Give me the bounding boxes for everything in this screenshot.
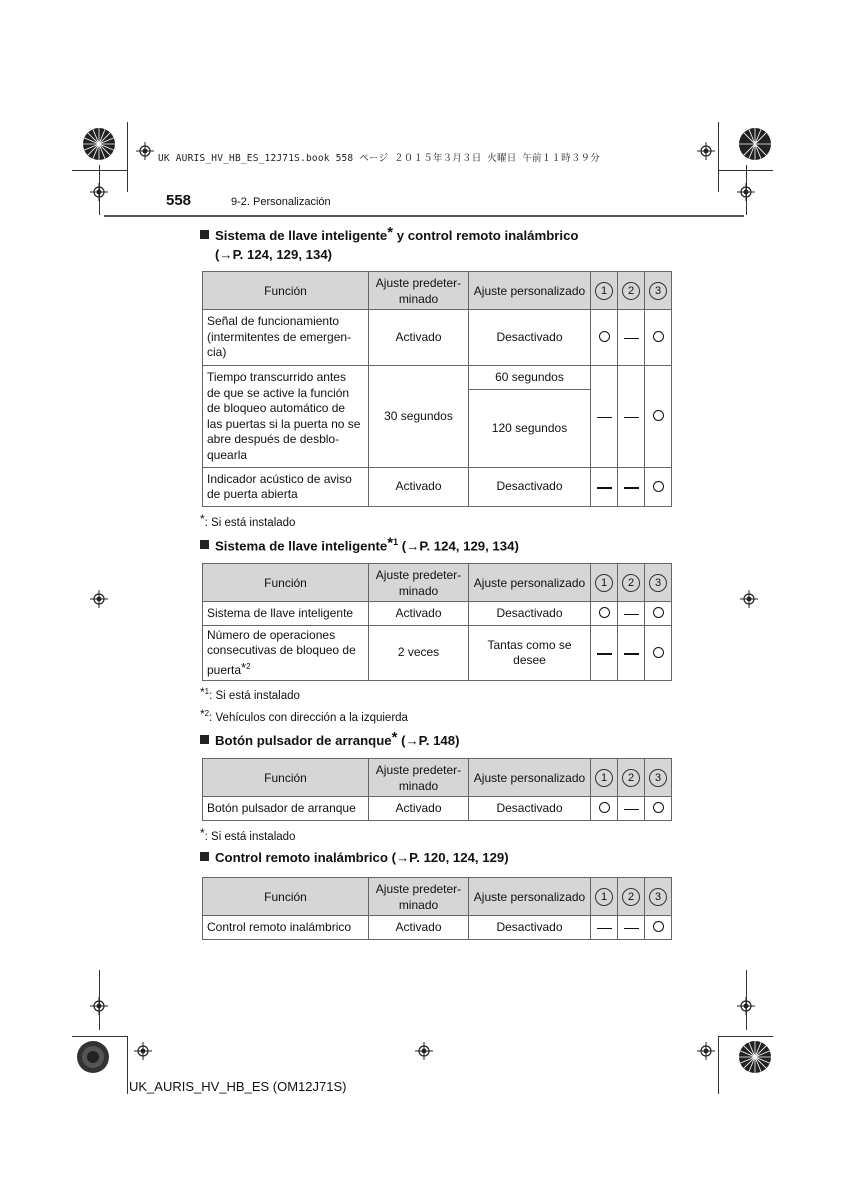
bullet-square-icon (200, 852, 209, 861)
print-slug: UK AURIS_HV_HB_ES_12J71S.book 558 ページ ２０１５年３月３日 火曜日 午前１１時３９分 (158, 153, 600, 164)
column-header: Ajuste predeter- minado (369, 272, 469, 310)
column-header (645, 878, 672, 916)
table-row (203, 468, 672, 507)
number-2-icon: 2 (622, 574, 640, 592)
default-cell: Activado (369, 602, 469, 626)
registration-rosette-icon (76, 1040, 110, 1074)
mark-off-icon (618, 310, 645, 366)
column-header: Función (203, 759, 369, 797)
custom-cell: Desactivado (469, 468, 591, 507)
function-cell: Tiempo transcurrido antes de que se active la función de bloqueo automático de las puertas si la puerta no se abre después de desblo- quearla (203, 366, 369, 468)
custom-cell: Desactivado (469, 916, 591, 940)
column-header: Ajuste predeter- minado (369, 564, 469, 602)
mark-off-icon (591, 468, 618, 507)
column-header (618, 272, 645, 310)
header-rule (104, 215, 744, 217)
mark-off-icon (618, 602, 645, 626)
function-cell: Señal de funcionamiento (intermitentes de emergen- cia) (203, 310, 369, 366)
mark-on-icon (645, 602, 672, 626)
page-number: 558 (166, 192, 192, 209)
mark-on-icon (591, 797, 618, 821)
footnote: *$^1$: Si está instalado (200, 685, 300, 702)
registration-rosette-icon (738, 127, 772, 161)
table-row (203, 626, 672, 681)
default-cell: Activado (369, 310, 469, 366)
table-row (203, 310, 672, 366)
number-1-icon: 1 (595, 282, 613, 300)
default-cell: Activado (369, 916, 469, 940)
default-cell: Activado (369, 468, 469, 507)
default-cell: 2 veces (369, 626, 469, 681)
registration-crosshair-icon (415, 1042, 433, 1060)
mark-off-icon (618, 626, 645, 681)
table-row (203, 602, 672, 626)
settings-table (202, 563, 672, 681)
running-head: 9-2. Personalización (231, 196, 331, 208)
settings-table (202, 271, 672, 507)
number-2-icon: 2 (622, 282, 640, 300)
table-row (203, 916, 672, 940)
table-row (203, 366, 672, 390)
column-header (591, 759, 618, 797)
function-cell: Indicador acústico de aviso de puerta abierta (203, 468, 369, 507)
custom-option-cell: 60 segundos (469, 366, 591, 390)
column-header (591, 564, 618, 602)
registration-rosette-icon (738, 1040, 772, 1074)
number-3-icon: 3 (649, 888, 667, 906)
number-1-icon: 1 (595, 888, 613, 906)
custom-cell: Desactivado (469, 797, 591, 821)
column-header: Ajuste personalizado (469, 564, 591, 602)
bullet-square-icon (200, 230, 209, 239)
mark-on-icon (591, 602, 618, 626)
mark-off-icon (591, 366, 618, 468)
column-header: Ajuste personalizado (469, 272, 591, 310)
document-code-footer: UK_AURIS_HV_HB_ES (OM12J71S) (129, 1079, 347, 1094)
mark-on-icon (645, 916, 672, 940)
column-header: Función (203, 272, 369, 310)
number-1-icon: 1 (595, 769, 613, 787)
footnote: *$^2$: Vehículos con dirección a la izquierda (200, 707, 408, 724)
number-2-icon: 2 (622, 769, 640, 787)
column-header (645, 272, 672, 310)
mark-on-icon (645, 366, 672, 468)
number-3-icon: 3 (649, 769, 667, 787)
registration-crosshair-icon (90, 590, 108, 608)
section-title: Control remoto inalámbrico (→P. 120, 124, 129) (200, 848, 509, 867)
default-cell: 30 segundos (369, 366, 469, 468)
registration-crosshair-icon (134, 1042, 152, 1060)
footnote: *: Si está instalado (200, 826, 296, 843)
function-cell: Control remoto inalámbrico (203, 916, 369, 940)
registration-crosshair-icon (740, 590, 758, 608)
column-header (645, 564, 672, 602)
mark-off-icon (618, 797, 645, 821)
function-cell: Número de operaciones consecutivas de bloqueo de puerta*$^2$ (203, 626, 369, 681)
column-header: Ajuste personalizado (469, 759, 591, 797)
registration-crosshair-icon (737, 183, 755, 201)
column-header (591, 272, 618, 310)
column-header: Función (203, 878, 369, 916)
mark-off-icon (618, 468, 645, 507)
column-header (618, 878, 645, 916)
footnote: *: Si está instalado (200, 512, 296, 529)
mark-on-icon (645, 468, 672, 507)
custom-cell: Tantas como se desee (469, 626, 591, 681)
column-header (618, 759, 645, 797)
settings-table (202, 877, 672, 940)
default-cell: Activado (369, 797, 469, 821)
column-header: Función (203, 564, 369, 602)
number-1-icon: 1 (595, 574, 613, 592)
section-title: Sistema de llave inteligente*$^1$ (→P. 124, 129, 134) (200, 533, 519, 555)
registration-crosshair-icon (90, 183, 108, 201)
function-cell: Sistema de llave inteligente (203, 602, 369, 626)
registration-crosshair-icon (697, 1042, 715, 1060)
custom-cell: Desactivado (469, 310, 591, 366)
table-row (203, 797, 672, 821)
mark-on-icon (645, 626, 672, 681)
registration-rosette-icon (82, 127, 116, 161)
column-header (618, 564, 645, 602)
registration-crosshair-icon (90, 997, 108, 1015)
custom-cell: Desactivado (469, 602, 591, 626)
registration-crosshair-icon (136, 142, 154, 160)
number-2-icon: 2 (622, 888, 640, 906)
column-header: Ajuste personalizado (469, 878, 591, 916)
number-3-icon: 3 (649, 282, 667, 300)
bullet-square-icon (200, 735, 209, 744)
mark-off-icon (618, 916, 645, 940)
section-title: Sistema de llave inteligente* y control remoto inalámbrico (→P. 124, 129, 134) (200, 223, 579, 264)
column-header: Ajuste predeter- minado (369, 878, 469, 916)
column-header (645, 759, 672, 797)
settings-table (202, 758, 672, 821)
number-3-icon: 3 (649, 574, 667, 592)
mark-on-icon (645, 310, 672, 366)
mark-off-icon (591, 626, 618, 681)
mark-off-icon (618, 366, 645, 468)
function-cell: Botón pulsador de arranque (203, 797, 369, 821)
mark-on-icon (645, 797, 672, 821)
column-header (591, 878, 618, 916)
bullet-square-icon (200, 540, 209, 549)
mark-off-icon (591, 916, 618, 940)
column-header: Ajuste predeter- minado (369, 759, 469, 797)
registration-crosshair-icon (737, 997, 755, 1015)
section-title: Botón pulsador de arranque* (→P. 148) (200, 728, 460, 750)
registration-crosshair-icon (697, 142, 715, 160)
custom-option-cell: 120 segundos (469, 390, 591, 468)
mark-on-icon (591, 310, 618, 366)
